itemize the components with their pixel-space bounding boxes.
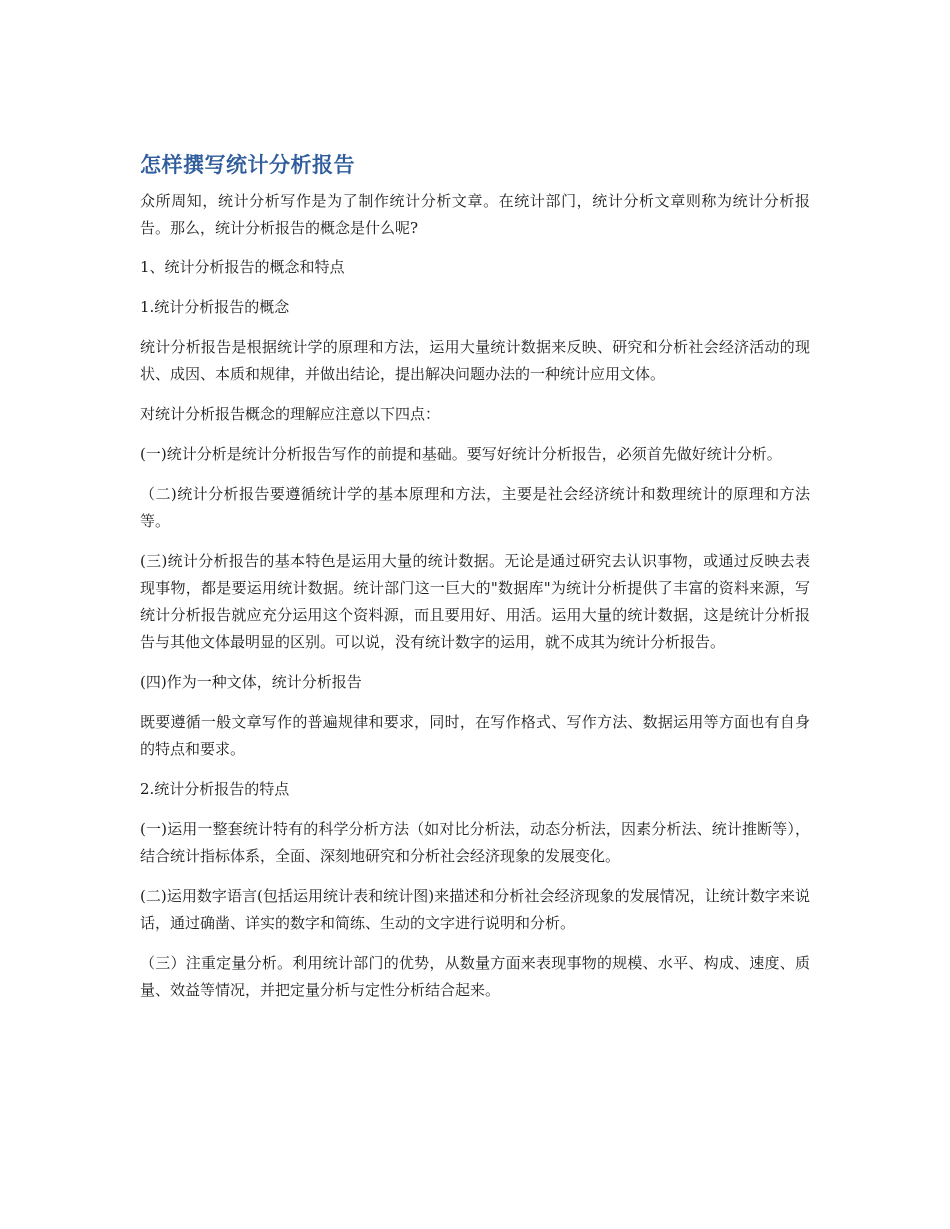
point-four-paragraph: (四)作为一种文体，统计分析报告 — [140, 673, 362, 691]
intro-paragraph: 众所周知，统计分析写作是为了制作统计分析文章。在统计部门，统计分析文章则称为统计分析报告。那么，统计分析报告的概念是什么呢? — [140, 192, 810, 237]
concept-definition-paragraph: 统计分析报告是根据统计学的原理和方法，运用大量统计数据来反映、研究和分析社会经济活动的现状、成因、本质和规律，并做出结论，提出解决问题办法的一种统计应用文体。 — [140, 338, 810, 383]
subheading-features: 2.统计分析报告的特点 — [140, 780, 290, 798]
section-heading-1: 1、统计分析报告的概念和特点 — [140, 258, 345, 276]
subheading-concept: 1.统计分析报告的概念 — [140, 298, 290, 316]
point-two-paragraph: （二)统计分析报告要遵循统计学的基本原理和方法，主要是社会经济统计和数理统计的原理和方法等。 — [140, 485, 810, 530]
point-three-paragraph: (三)统计分析报告的基本特色是运用大量的统计数据。无论是通过研究去认识事物，或通过反映去表现事物，都是要运用统计数据。统计部门这一巨大的"数据库"为统计分析提供了丰富的资料来源，写统计分析报告就应充分运用这个资料源，而且要用好、用活。运用大量的统计数据，这是统计分析报告与其他文体最明显的区别。可以说，没有统计数字的运用，就不成其为统计分析报告。 — [140, 552, 810, 651]
feature-two-paragraph: (二)运用数字语言(包括运用统计表和统计图)来描述和分析社会经济现象的发展情况，让统计数字来说话，通过确凿、详实的数字和简练、生动的文字进行说明和分析。 — [140, 887, 810, 932]
document-title: 怎样撰写统计分析报告 — [140, 153, 355, 177]
feature-one-paragraph: (一)运用一整套统计特有的科学分析方法（如对比分析法，动态分析法，因素分析法、统计推断等），结合统计指标体系，全面、深刻地研究和分析社会经济现象的发展变化。 — [140, 820, 810, 865]
four-points-intro: 对统计分析报告概念的理解应注意以下四点： — [140, 405, 441, 423]
point-one-paragraph: (一)统计分析是统计分析报告写作的前提和基础。要写好统计分析报告，必须首先做好统计分析。 — [140, 445, 782, 463]
document-page — [140, 150, 810, 1017]
feature-three-paragraph: （三）注重定量分析。利用统计部门的优势，从数量方面来表现事物的规模、水平、构成、速度、质量、效益等情况，并把定量分析与定性分析结合起来。 — [140, 954, 810, 999]
point-four-continuation: 既要遵循一般文章写作的普遍规律和要求，同时，在写作格式、写作方法、数据运用等方面也有自身的特点和要求。 — [140, 713, 810, 758]
